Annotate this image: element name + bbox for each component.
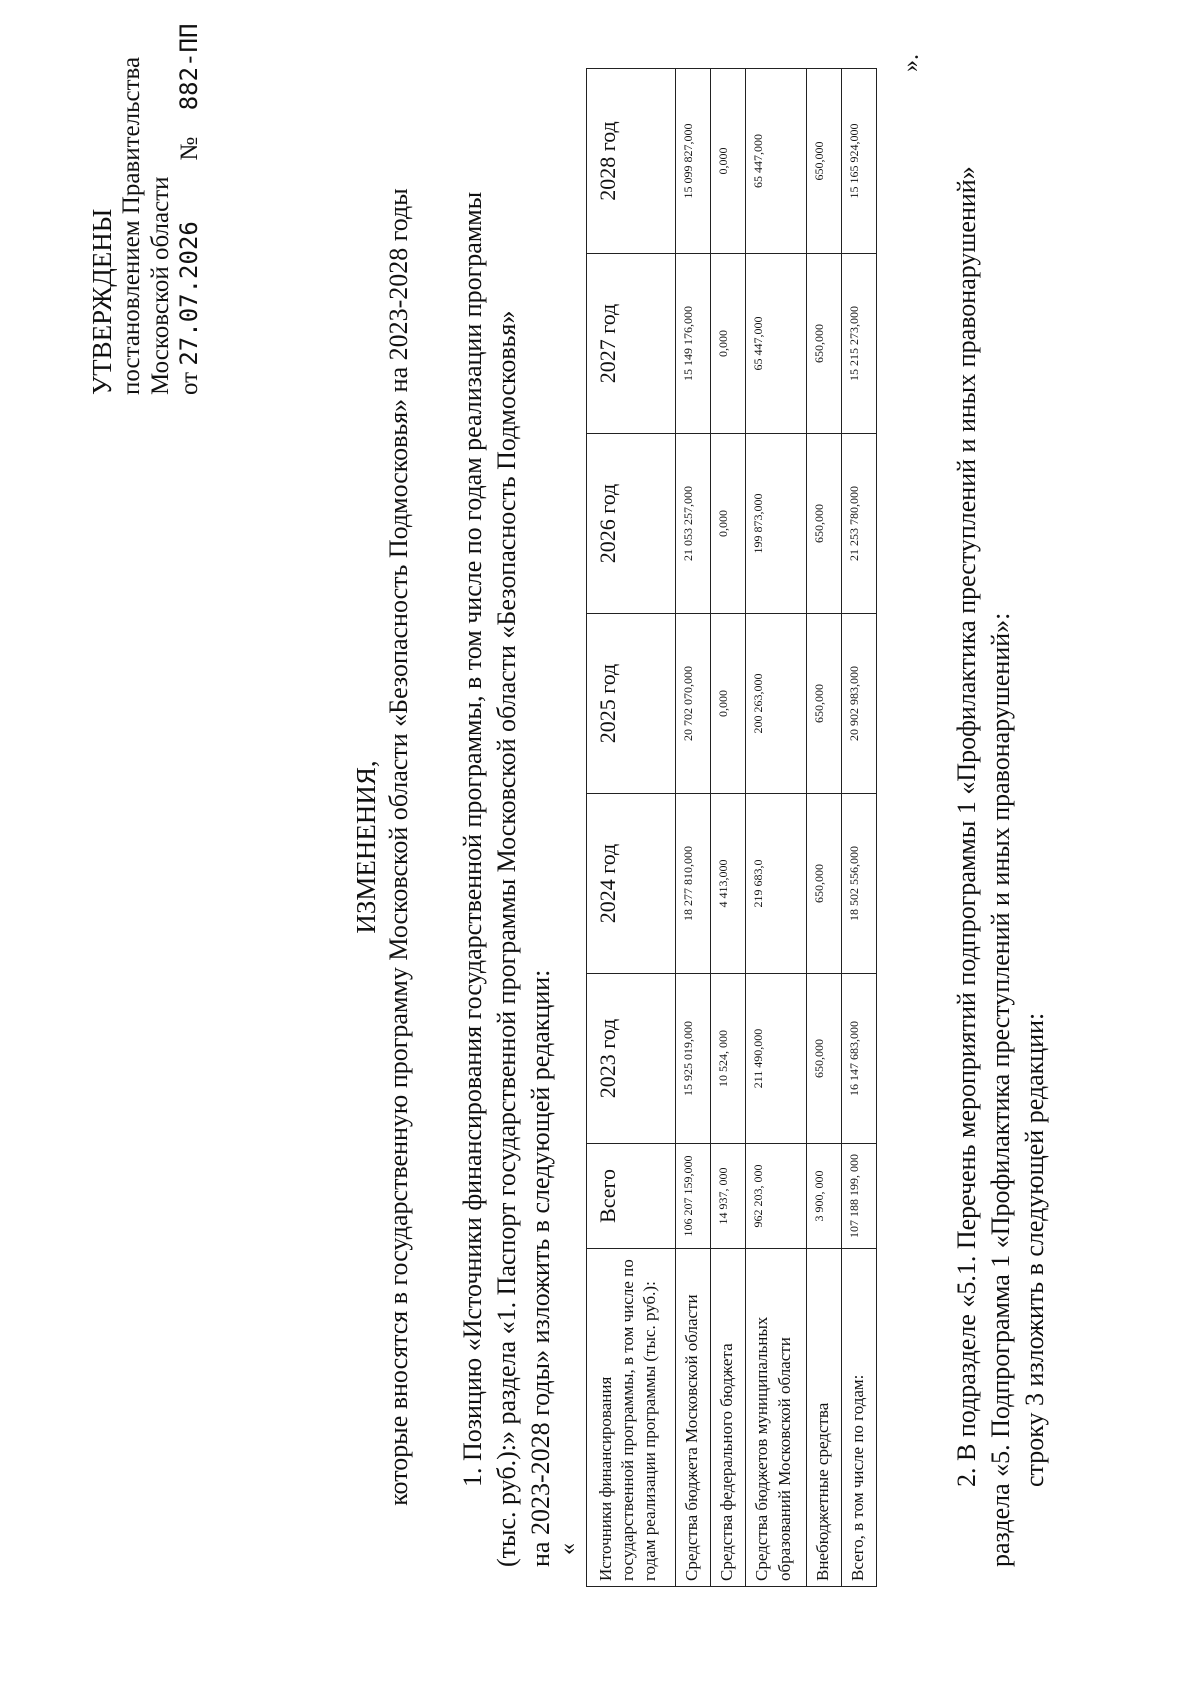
cell-2024: 650,000 (807, 794, 842, 974)
close-quote: ». (898, 54, 924, 72)
cell-2028: 15 165 924,000 (842, 69, 877, 254)
paragraph-1-line-1: 1. Позицию «Источники финансирования государственной программы, в том числе по годам реализации программы (458, 191, 487, 1487)
cell-2024: 18 502 556,000 (842, 794, 877, 974)
cell-2025: 650,000 (807, 614, 842, 794)
table-header-2028: 2028 год (587, 69, 676, 254)
cell-2023: 16 147 683,000 (842, 974, 877, 1144)
cell-total: 14 937, 000 (711, 1144, 746, 1249)
cell-2023: 10 524, 000 (711, 974, 746, 1144)
table-row (676, 69, 711, 1587)
cell-2025: 20 902 983,000 (842, 614, 877, 794)
cell-2027: 650,000 (807, 254, 842, 434)
paragraph-2 (950, 117, 1052, 1567)
open-quote: « (555, 1543, 581, 1555)
table-row (746, 69, 807, 1587)
cell-total: 962 203, 000 (746, 1144, 807, 1249)
cell-2026: 21 053 257,000 (676, 434, 711, 614)
approval-number-sign: № (176, 136, 203, 161)
paragraph-1-line-2: (тыс. руб.):» раздела «1. Паспорт государственной программы Московской области «Безопасность Подмосковья» (492, 310, 521, 1567)
document-title: ИЗМЕНЕНИЯ, (351, 760, 381, 934)
paragraph-1 (456, 117, 558, 1567)
table-header-2024: 2024 год (587, 794, 676, 974)
row-label: Всего, в том числе по годам: (842, 1249, 877, 1587)
table-header-2023: 2023 год (587, 974, 676, 1144)
cell-2025: 20 702 070,000 (676, 614, 711, 794)
row-label: Внебюджетные средства (807, 1249, 842, 1587)
cell-2023: 211 490,000 (746, 974, 807, 1144)
cell-total: 3 900, 000 (807, 1144, 842, 1249)
cell-2026: 21 253 780,000 (842, 434, 877, 614)
cell-2026: 650,000 (807, 434, 842, 614)
cell-2028: 65 447,000 (746, 69, 807, 254)
paragraph-1-line-3: на 2023-2028 годы» изложить в следующей редакции: (526, 969, 555, 1567)
cell-2025: 200 263,000 (746, 614, 807, 794)
cell-2027: 0,000 (711, 254, 746, 434)
table-row (807, 69, 842, 1587)
cell-2024: 219 683,0 (746, 794, 807, 974)
cell-total: 106 207 159,000 (676, 1144, 711, 1249)
paragraph-2-line-3: строку 3 изложить в следующей редакции: (1020, 1012, 1049, 1487)
cell-2023: 15 925 019,000 (676, 974, 711, 1144)
cell-2024: 4 413,000 (711, 794, 746, 974)
table-row (711, 69, 746, 1587)
approval-date-line (175, 24, 204, 395)
table-header-row (587, 69, 676, 1587)
table-header-2027: 2027 год (587, 254, 676, 434)
cell-2027: 15 215 273,000 (842, 254, 877, 434)
row-label: Средства бюджетов муниципальных образований Московской области (746, 1249, 807, 1587)
cell-total: 107 188 199, 000 (842, 1144, 877, 1249)
approval-date-prefix: от (176, 371, 203, 395)
cell-2028: 15 099 827,000 (676, 69, 711, 254)
cell-2024: 18 277 810,000 (676, 794, 711, 974)
row-label: Средства бюджета Московской области (676, 1249, 711, 1587)
approval-stamp (88, 24, 204, 395)
cell-2028: 0,000 (711, 69, 746, 254)
approval-number: 882-ПП (175, 23, 203, 111)
table-header-total: Всего (587, 1144, 676, 1249)
approval-date: 27.07.2026 (175, 221, 203, 366)
cell-2023: 650,000 (807, 974, 842, 1144)
cell-2026: 199 873,000 (746, 434, 807, 614)
table-header-2026: 2026 год (587, 434, 676, 614)
table-header-2025: 2025 год (587, 614, 676, 794)
cell-2027: 65 447,000 (746, 254, 807, 434)
approval-line-2: Московской области (147, 176, 174, 395)
table-row (842, 69, 877, 1587)
cell-2025: 0,000 (711, 614, 746, 794)
document-subtitle: которые вносятся в государственную программу Московской области «Безопасность Подмосковья» на 2023-2028 годы (384, 188, 413, 1506)
cell-2027: 15 149 176,000 (676, 254, 711, 434)
approval-title: УТВЕРЖДЕНЫ (87, 208, 117, 395)
approval-line-1: постановлением Правительства (118, 56, 145, 395)
funding-table (586, 68, 877, 1587)
cell-2028: 650,000 (807, 69, 842, 254)
paragraph-2-line-2: раздела «5. Подпрограмма 1 «Профилактика преступлений и иных правонарушений»: (986, 612, 1015, 1567)
cell-2026: 0,000 (711, 434, 746, 614)
paragraph-2-line-1: 2. В подразделе «5.1. Перечень мероприятий подпрограммы 1 «Профилактика преступлений и иных правонарушений» (952, 166, 981, 1487)
row-label: Средства федерального бюджета (711, 1249, 746, 1587)
table-header-sources: Источники финансирования государственной программы, в том числе по годам реализации программы (тыс. руб.): (587, 1249, 676, 1587)
